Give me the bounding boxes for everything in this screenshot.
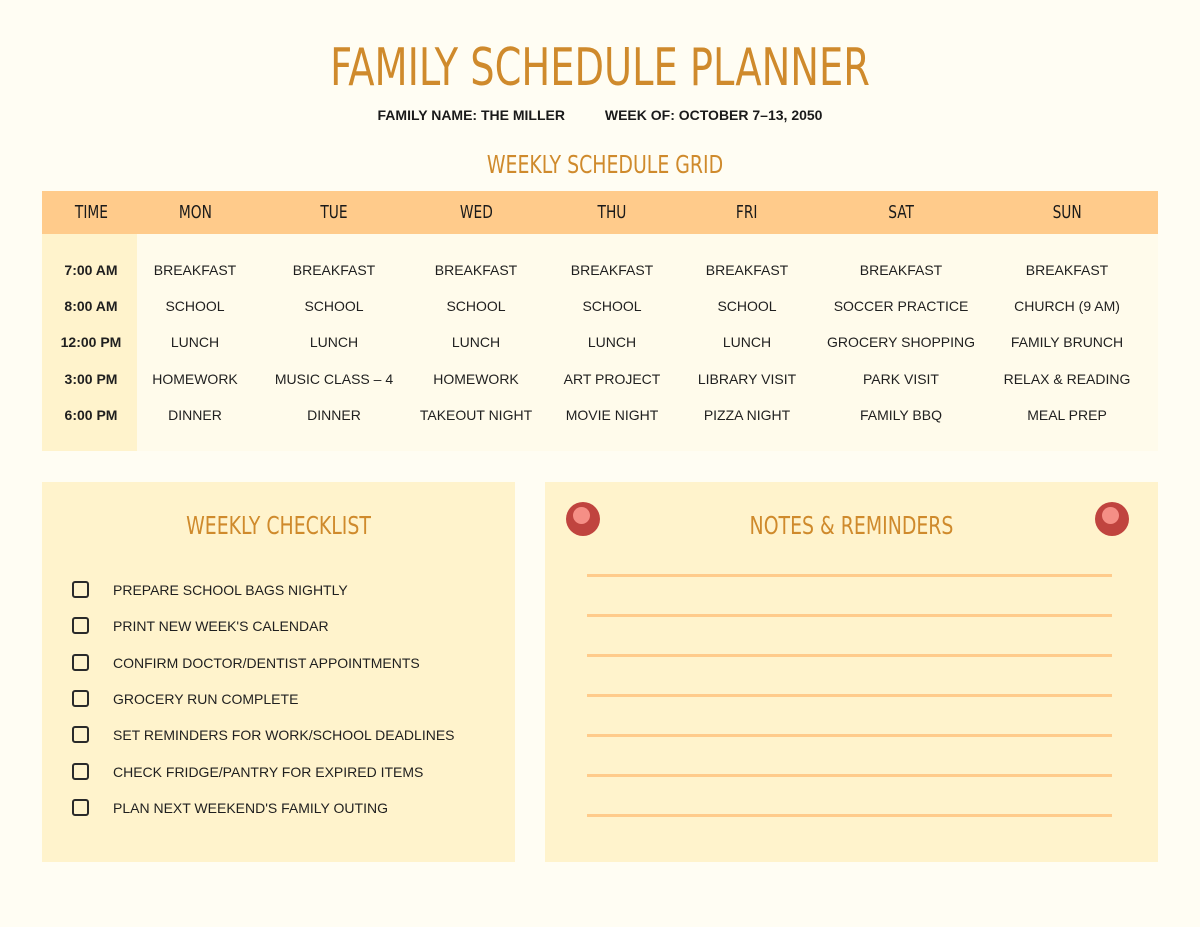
column-header <box>44 191 139 234</box>
schedule-cell: HOMEWORK <box>152 371 238 387</box>
column-header <box>547 191 677 234</box>
note-line <box>587 814 1112 817</box>
schedule-cell: LUNCH <box>722 334 772 350</box>
schedule-cell: SCHOOL <box>717 298 777 314</box>
column-header-label: FRI <box>736 202 758 223</box>
schedule-cell: PARK VISIT <box>863 371 939 387</box>
checkbox-icon[interactable] <box>72 690 89 707</box>
week-of: WEEK OF: OCTOBER 7–13, 2050 <box>604 107 823 123</box>
time-cell: 8:00 AM <box>64 298 118 314</box>
column-header <box>816 191 986 234</box>
schedule-cell: CHURCH (9 AM) <box>1014 298 1120 314</box>
checklist-item-label: CONFIRM DOCTOR/DENTIST APPOINTMENTS <box>113 655 420 671</box>
family-name: FAMILY NAME: THE MILLER <box>377 107 565 123</box>
note-line <box>587 734 1112 737</box>
time-cell: 12:00 PM <box>60 334 122 350</box>
schedule-cell: LIBRARY VISIT <box>697 371 797 387</box>
schedule-cell: GROCERY SHOPPING <box>826 334 976 350</box>
checklist-title: WEEKLY CHECKLIST <box>186 511 371 540</box>
column-header <box>130 191 260 234</box>
checkbox-icon[interactable] <box>72 726 89 743</box>
checkbox-icon[interactable] <box>72 654 89 671</box>
schedule-cell: MUSIC CLASS – 4 <box>274 371 394 387</box>
schedule-cell: BREAKFAST <box>153 262 237 278</box>
page-title: FAMILY SCHEDULE PLANNER <box>330 38 870 98</box>
schedule-cell: ART PROJECT <box>563 371 661 387</box>
schedule-grid <box>42 191 1158 451</box>
checkbox-icon[interactable] <box>72 617 89 634</box>
schedule-cell: BREAKFAST <box>570 262 654 278</box>
schedule-cell: TAKEOUT NIGHT <box>419 407 533 423</box>
schedule-cell: SOCCER PRACTICE <box>833 298 969 314</box>
schedule-cell: FAMILY BBQ <box>860 407 942 423</box>
schedule-cell: BREAKFAST <box>1025 262 1109 278</box>
column-header-label: TIME <box>74 202 108 223</box>
checklist-item-label: PREPARE SCHOOL BAGS NIGHTLY <box>113 582 348 598</box>
note-line <box>587 774 1112 777</box>
schedule-cell: LUNCH <box>170 334 220 350</box>
schedule-cell: LUNCH <box>451 334 501 350</box>
schedule-cell: DINNER <box>168 407 222 423</box>
checklist-item-label: PRINT NEW WEEK'S CALENDAR <box>113 618 329 634</box>
checklist-item-label: GROCERY RUN COMPLETE <box>113 691 299 707</box>
time-cell: 6:00 PM <box>64 407 118 423</box>
column-header <box>987 191 1147 234</box>
checklist-item-label: PLAN NEXT WEEKEND'S FAMILY OUTING <box>113 800 388 816</box>
schedule-title: WEEKLY SCHEDULE GRID <box>486 150 724 179</box>
schedule-cell: SCHOOL <box>304 298 364 314</box>
schedule-cell: SCHOOL <box>446 298 506 314</box>
schedule-cell: BREAKFAST <box>705 262 789 278</box>
schedule-cell: BREAKFAST <box>859 262 943 278</box>
schedule-cell: BREAKFAST <box>292 262 376 278</box>
time-cell: 3:00 PM <box>64 371 118 387</box>
pushpin-icon <box>1095 502 1129 536</box>
schedule-cell: SCHOOL <box>165 298 225 314</box>
checklist-item-label: SET REMINDERS FOR WORK/SCHOOL DEADLINES <box>113 727 455 743</box>
column-header <box>259 191 409 234</box>
column-header-label: WED <box>459 202 493 223</box>
checklist-item-label: CHECK FRIDGE/PANTRY FOR EXPIRED ITEMS <box>113 764 424 780</box>
schedule-cell: SCHOOL <box>582 298 642 314</box>
time-cell: 7:00 AM <box>64 262 118 278</box>
schedule-cell: MOVIE NIGHT <box>565 407 659 423</box>
schedule-cell: DINNER <box>307 407 361 423</box>
note-line <box>587 654 1112 657</box>
column-header-label: SAT <box>888 202 914 223</box>
schedule-cell: LUNCH <box>309 334 359 350</box>
note-line <box>587 574 1112 577</box>
checkbox-icon[interactable] <box>72 763 89 780</box>
column-header-label: THU <box>597 202 627 223</box>
schedule-cell: MEAL PREP <box>1027 407 1107 423</box>
note-line <box>587 694 1112 697</box>
schedule-cell: LUNCH <box>587 334 637 350</box>
column-header <box>682 191 812 234</box>
notes-title: NOTES & REMINDERS <box>749 511 954 540</box>
schedule-cell: FAMILY BRUNCH <box>1010 334 1124 350</box>
page-meta <box>0 107 1200 123</box>
column-header-label: MON <box>178 202 212 223</box>
column-header-label: TUE <box>320 202 348 223</box>
checkbox-icon[interactable] <box>72 799 89 816</box>
column-header-label: SUN <box>1052 202 1082 223</box>
checkbox-icon[interactable] <box>72 581 89 598</box>
schedule-cell: PIZZA NIGHT <box>703 407 791 423</box>
schedule-cell: HOMEWORK <box>433 371 519 387</box>
pushpin-icon <box>566 502 600 536</box>
note-line <box>587 614 1112 617</box>
column-header <box>406 191 546 234</box>
schedule-cell: RELAX & READING <box>1003 371 1131 387</box>
schedule-cell: BREAKFAST <box>434 262 518 278</box>
